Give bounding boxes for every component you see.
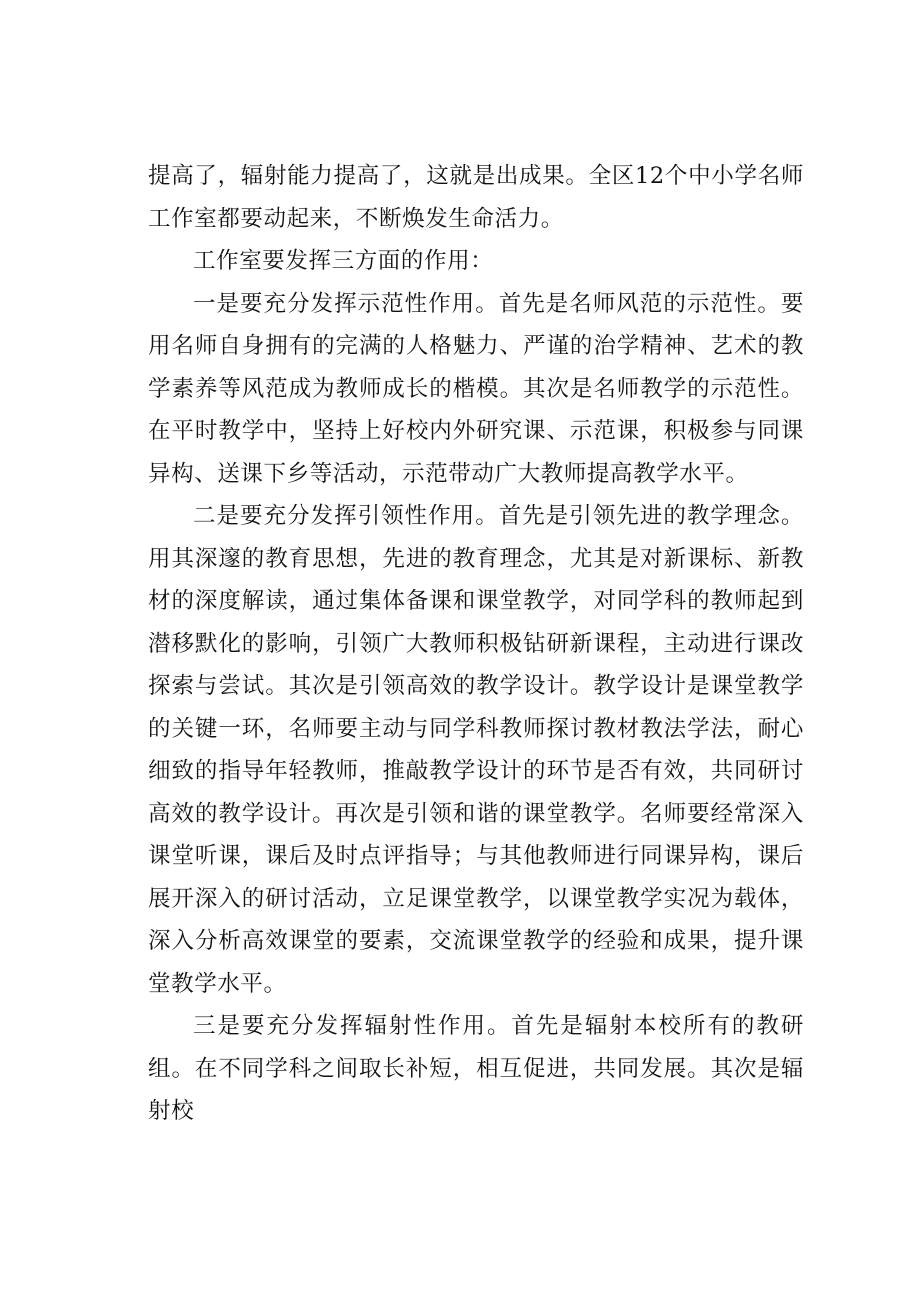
paragraph-radiating-role: 三是要充分发挥辐射性作用。首先是辐射本校所有的教研组。在不同学科之间取长补短，相互促进，共同发展。其次是辐射校 — [148, 1013, 804, 1124]
paragraph-leading-role: 二是要充分发挥引领性作用。首先是引领先进的教学理念。用其深邃的教育思想，先进的教育理念，尤其是对新课标、新教材的深度解读，通过集体备课和课堂教学，对同学科的教师起到潜移默化的影响，引领广大教师积极钻研新课程，主动进行课改探索与尝试。其次是引领高效的教学设计。教学设计是课堂教学的关键一环，名师要主动与同学科教师探讨教材教法学法，耐心细致的指导年轻教师，推敲教学设计的环节是否有效，共同研讨高效的教学设计。再次是引领和谐的课堂教学。名师要经常深入课堂听课，课后及时点评指导；与其他教师进行同课异构，课后展开深入的研讨活动，立足课堂教学，以课堂教学实况为载体，深入分析高效课堂的要素，交流课堂教学的经验和成果，提升课堂教学水平。 — [148, 503, 804, 997]
paragraph-outcome: 提高了，辐射能力提高了，这就是出成果。全区12个中小学名师工作室都要动起来，不断焕发生命活力。 — [148, 163, 804, 232]
document-body — [148, 155, 804, 1133]
paragraph-demonstration-role: 一是要充分发挥示范性作用。首先是名师风范的示范性。要用名师自身拥有的完满的人格魅力、严谨的治学精神、艺术的教学素养等风范成为教师成长的楷模。其次是名师教学的示范性。在平时教学中，坚持上好校内外研究课、示范课，积极参与同课异构、送课下乡等活动，示范带动广大教师提高教学水平。 — [148, 290, 804, 487]
paragraph-three-roles-intro: 工作室要发挥三方面的作用： — [193, 248, 494, 274]
